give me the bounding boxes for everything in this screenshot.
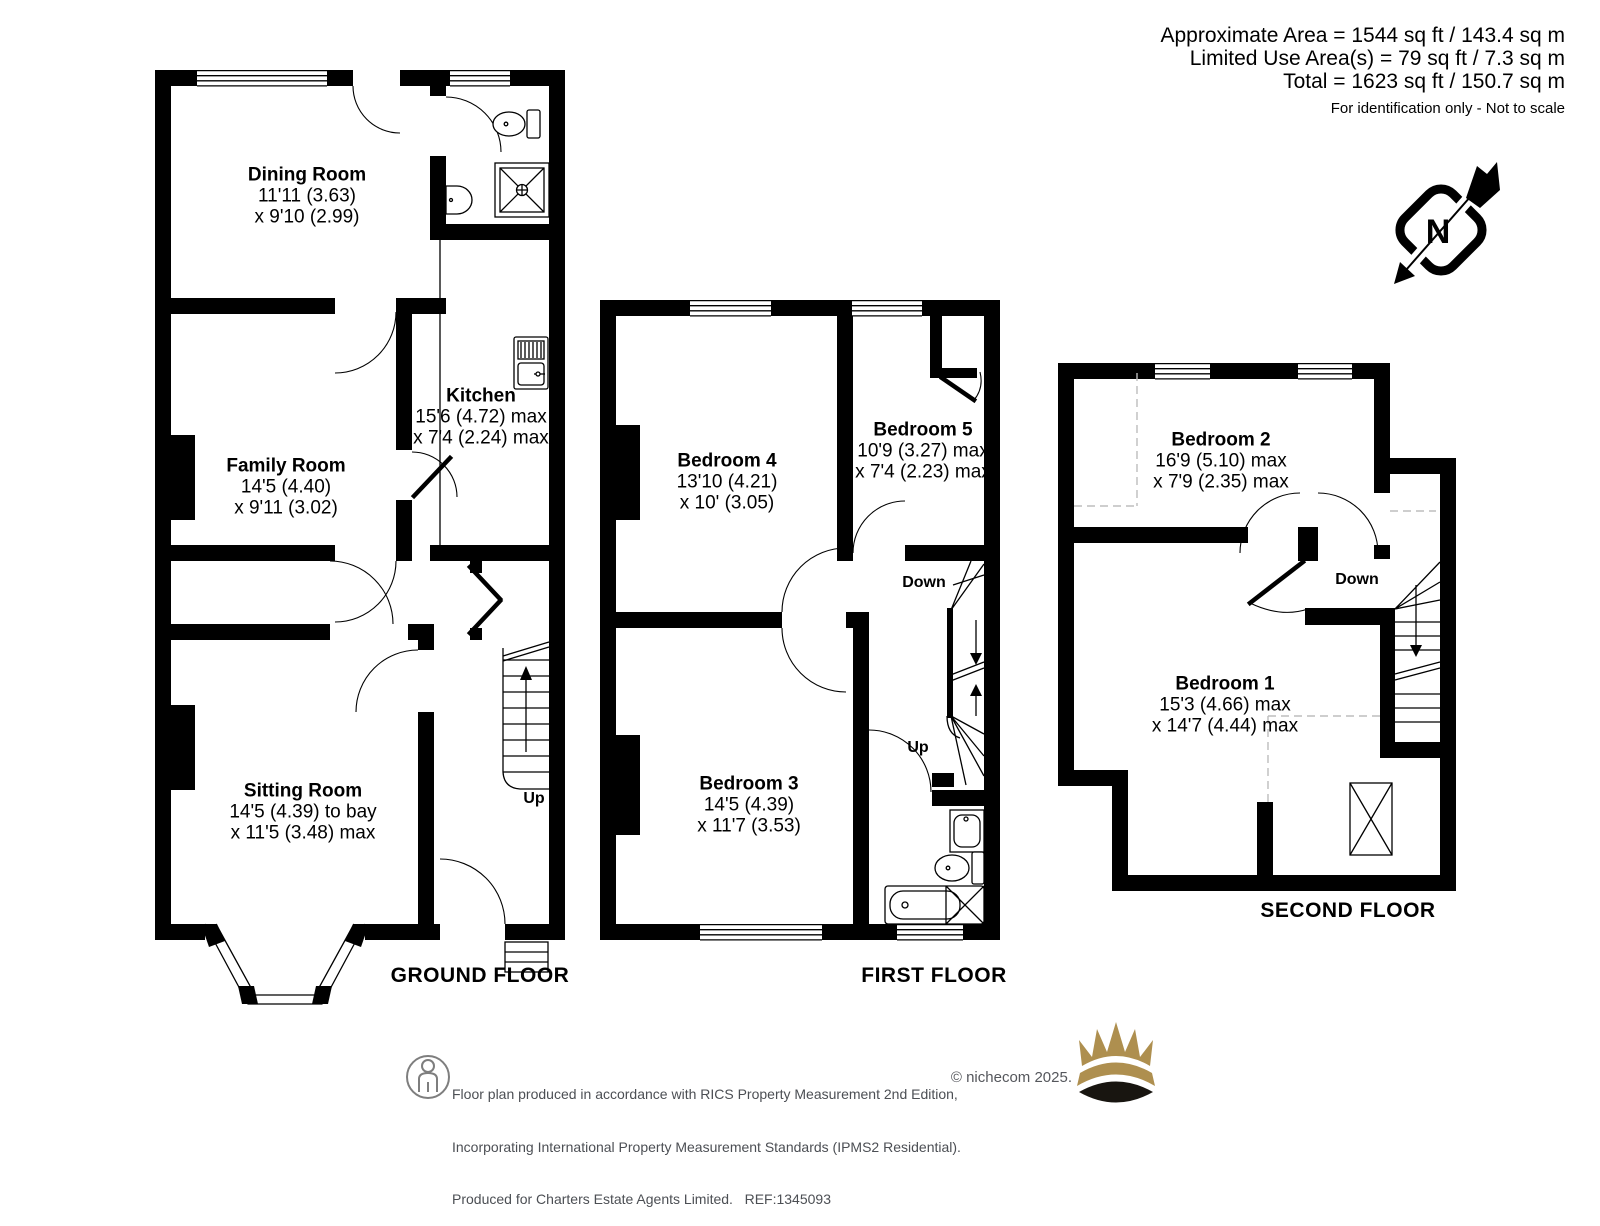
stairs-up-label-ground: Up — [523, 790, 545, 807]
footer-disclaimer — [452, 1051, 961, 1226]
chimney-breast — [171, 705, 195, 790]
second-floor-title: SECOND FLOOR — [1260, 899, 1436, 922]
staircase-ground — [503, 642, 549, 789]
bay-window — [201, 924, 369, 1004]
chimney-breast — [616, 735, 640, 835]
ground-floor-title: GROUND FLOOR — [390, 964, 570, 987]
room-label-kitchen: Kitchen 15'6 (4.72) max x 7'4 (2.24) max — [413, 385, 549, 449]
room-label-bedroom-5: Bedroom 5 10'9 (3.27) max x 7'4 (2.23) max — [855, 419, 991, 483]
copyright-text: © nichecom 2025. — [950, 1069, 1072, 1086]
toilet-icon — [493, 110, 540, 138]
chimney-breast — [171, 435, 195, 520]
area-summary — [1161, 24, 1566, 118]
room-label-sitting-room: Sitting Room 14'5 (4.39) to bay x 11'5 (3.48) max — [229, 780, 377, 844]
bathroom-sink-icon — [950, 810, 984, 852]
stairs-up-label-first: Up — [907, 739, 929, 756]
north-label: N — [1425, 213, 1451, 251]
room-label-bedroom-1: Bedroom 1 15'3 (4.66) max x 14'7 (4.44) max — [1151, 673, 1299, 737]
first-floor-plan — [600, 300, 1000, 940]
room-label-bedroom-4: Bedroom 4 13'10 (4.21) x 10' (3.05) — [676, 450, 778, 514]
skylight-icon — [1350, 783, 1392, 855]
footer-line-1: Floor plan produced in accordance with RICS Property Measurement 2nd Edition, — [452, 1086, 958, 1102]
room-label-bedroom-3: Bedroom 3 14'5 (4.39) x 11'7 (3.53) — [697, 773, 801, 837]
total-area-text: Total = 1623 sq ft / 150.7 sq m — [1283, 70, 1565, 93]
north-compass-icon — [1393, 162, 1500, 284]
chimney-breast — [616, 425, 640, 520]
person-icon — [407, 1056, 449, 1098]
shower-icon — [495, 163, 549, 217]
stairs-down-label-second: Down — [1335, 571, 1379, 588]
charters-crown-logo — [1077, 1022, 1155, 1103]
room-label-bedroom-2: Bedroom 2 16'9 (5.10) max x 7'9 (2.35) max — [1153, 429, 1289, 493]
disclaimer-text: For identification only - Not to scale — [1330, 100, 1565, 117]
bath-icon — [885, 886, 984, 924]
limited-use-area-text: Limited Use Area(s) = 79 sq ft / 7.3 sq m — [1189, 47, 1565, 70]
kitchen-sink-icon — [514, 337, 548, 389]
staircase-second — [1395, 562, 1440, 722]
stairs-down-label-first: Down — [902, 574, 946, 591]
room-label-dining-room: Dining Room 11'11 (3.63) x 9'10 (2.99) — [247, 164, 367, 228]
room-label-family-room: Family Room 14'5 (4.40) x 9'11 (3.02) — [226, 455, 346, 519]
approximate-area-text: Approximate Area = 1544 sq ft / 143.4 sq m — [1160, 24, 1565, 47]
window — [197, 71, 510, 86]
footer-line-2: Incorporating International Property Measurement Standards (IPMS2 Residential). — [452, 1138, 961, 1155]
footer-line-3: Produced for Charters Estate Agents Limited. REF:1345093 — [452, 1191, 831, 1207]
first-floor-title: FIRST FLOOR — [861, 964, 1007, 987]
toilet-icon — [935, 852, 984, 884]
basin-icon — [446, 186, 472, 214]
